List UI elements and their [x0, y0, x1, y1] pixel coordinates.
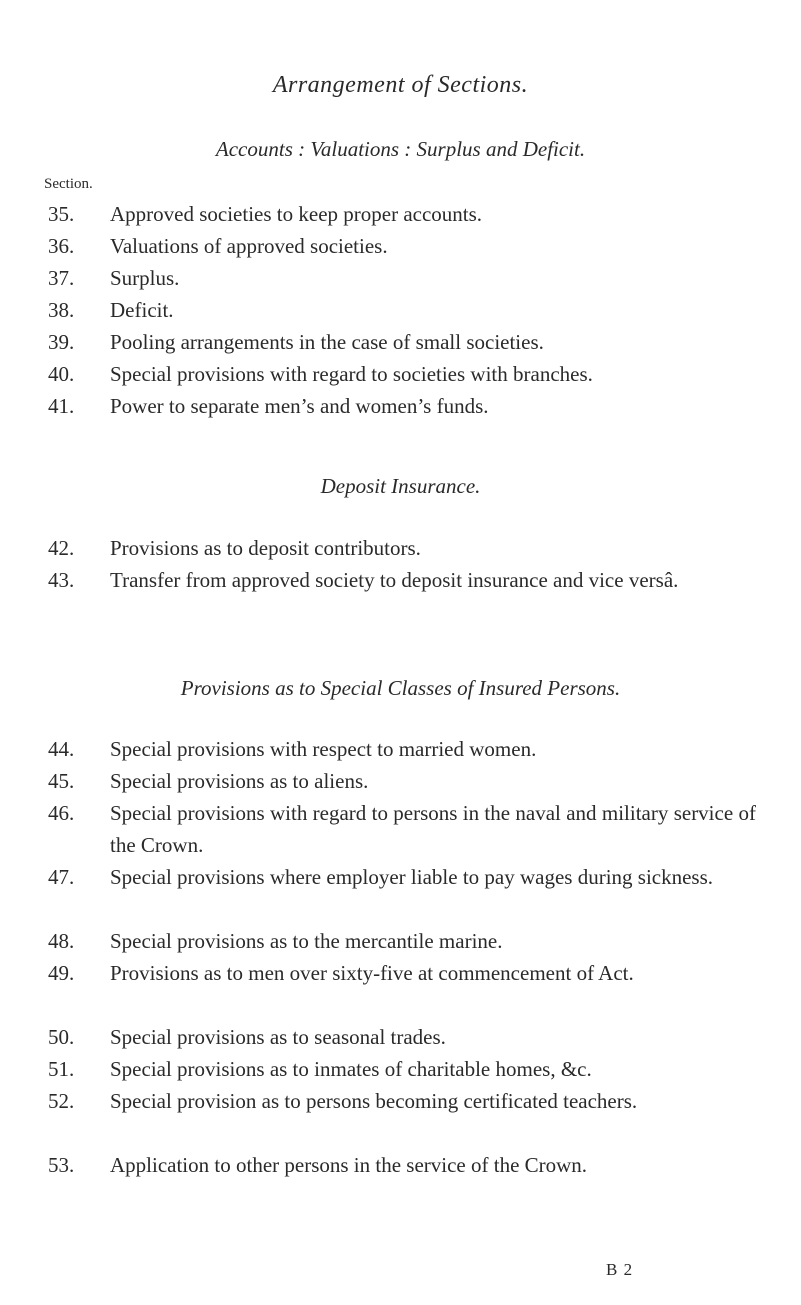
group-heading-deposit-insurance: Deposit Insurance.: [320, 474, 481, 498]
section-number: 39.: [48, 330, 75, 354]
section-number: 37.: [48, 266, 75, 290]
section-title: Special provisions as to the mercantile marine.: [110, 929, 503, 953]
section-number: 50.: [48, 1025, 75, 1049]
section-number: 35.: [48, 202, 75, 226]
section-number: 51.: [48, 1057, 75, 1081]
section-number: 46.: [48, 801, 75, 825]
section-number: 41.: [48, 394, 75, 418]
section-title: Special provisions as to seasonal trades.: [110, 1025, 446, 1049]
section-title: Provisions as to men over sixty-five at commencement of Act.: [110, 961, 634, 985]
section-title: Power to separate men’s and women’s funds.: [110, 394, 489, 418]
section-number: 45.: [48, 769, 75, 793]
group-heading-accounts: Accounts : Valuations : Surplus and Deficit.: [215, 137, 586, 161]
section-column-label: Section.: [44, 176, 93, 192]
section-title: Application to other persons in the service of the Crown.: [110, 1153, 588, 1177]
section-title: Deficit.: [110, 298, 174, 322]
group-heading-special-classes: Provisions as to Special Classes of Insured Persons.: [180, 676, 621, 700]
section-number: 48.: [48, 929, 75, 953]
section-title: Pooling arrangements in the case of small societies.: [110, 330, 544, 354]
section-title: Provisions as to deposit contributors.: [110, 536, 421, 560]
page-folio: B 2: [606, 1260, 634, 1279]
section-number: 42.: [48, 536, 75, 560]
section-number: 53.: [48, 1153, 75, 1177]
section-number: 44.: [48, 737, 75, 761]
section-title: Special provisions with regard to societies with branches.: [110, 362, 593, 386]
section-title: Transfer from approved society to deposit insurance and vice versâ.: [110, 568, 679, 592]
section-title: Surplus.: [110, 266, 180, 290]
section-title: Special provisions as to aliens.: [110, 769, 369, 793]
section-number: 52.: [48, 1089, 75, 1113]
section-number: 38.: [48, 298, 75, 322]
section-title: Special provisions as to inmates of charitable homes, &c.: [110, 1057, 592, 1081]
section-title: Special provisions where employer liable to pay wages during sickness.: [110, 865, 714, 889]
section-title: Approved societies to keep proper accounts.: [110, 202, 483, 226]
section-number: 47.: [48, 865, 75, 889]
running-title: Arrangement of Sections.: [272, 72, 529, 98]
section-title: Special provisions with respect to married women.: [110, 737, 537, 761]
section-number: 49.: [48, 961, 75, 985]
section-number: 43.: [48, 568, 75, 592]
section-title: Special provisions with regard to persons in the naval and military service of the Crown.: [110, 801, 756, 857]
section-number: 36.: [48, 234, 75, 258]
section-number: 40.: [48, 362, 75, 386]
section-title: Special provision as to persons becoming certificated teachers.: [110, 1089, 638, 1113]
section-title: Valuations of approved societies.: [110, 234, 388, 258]
